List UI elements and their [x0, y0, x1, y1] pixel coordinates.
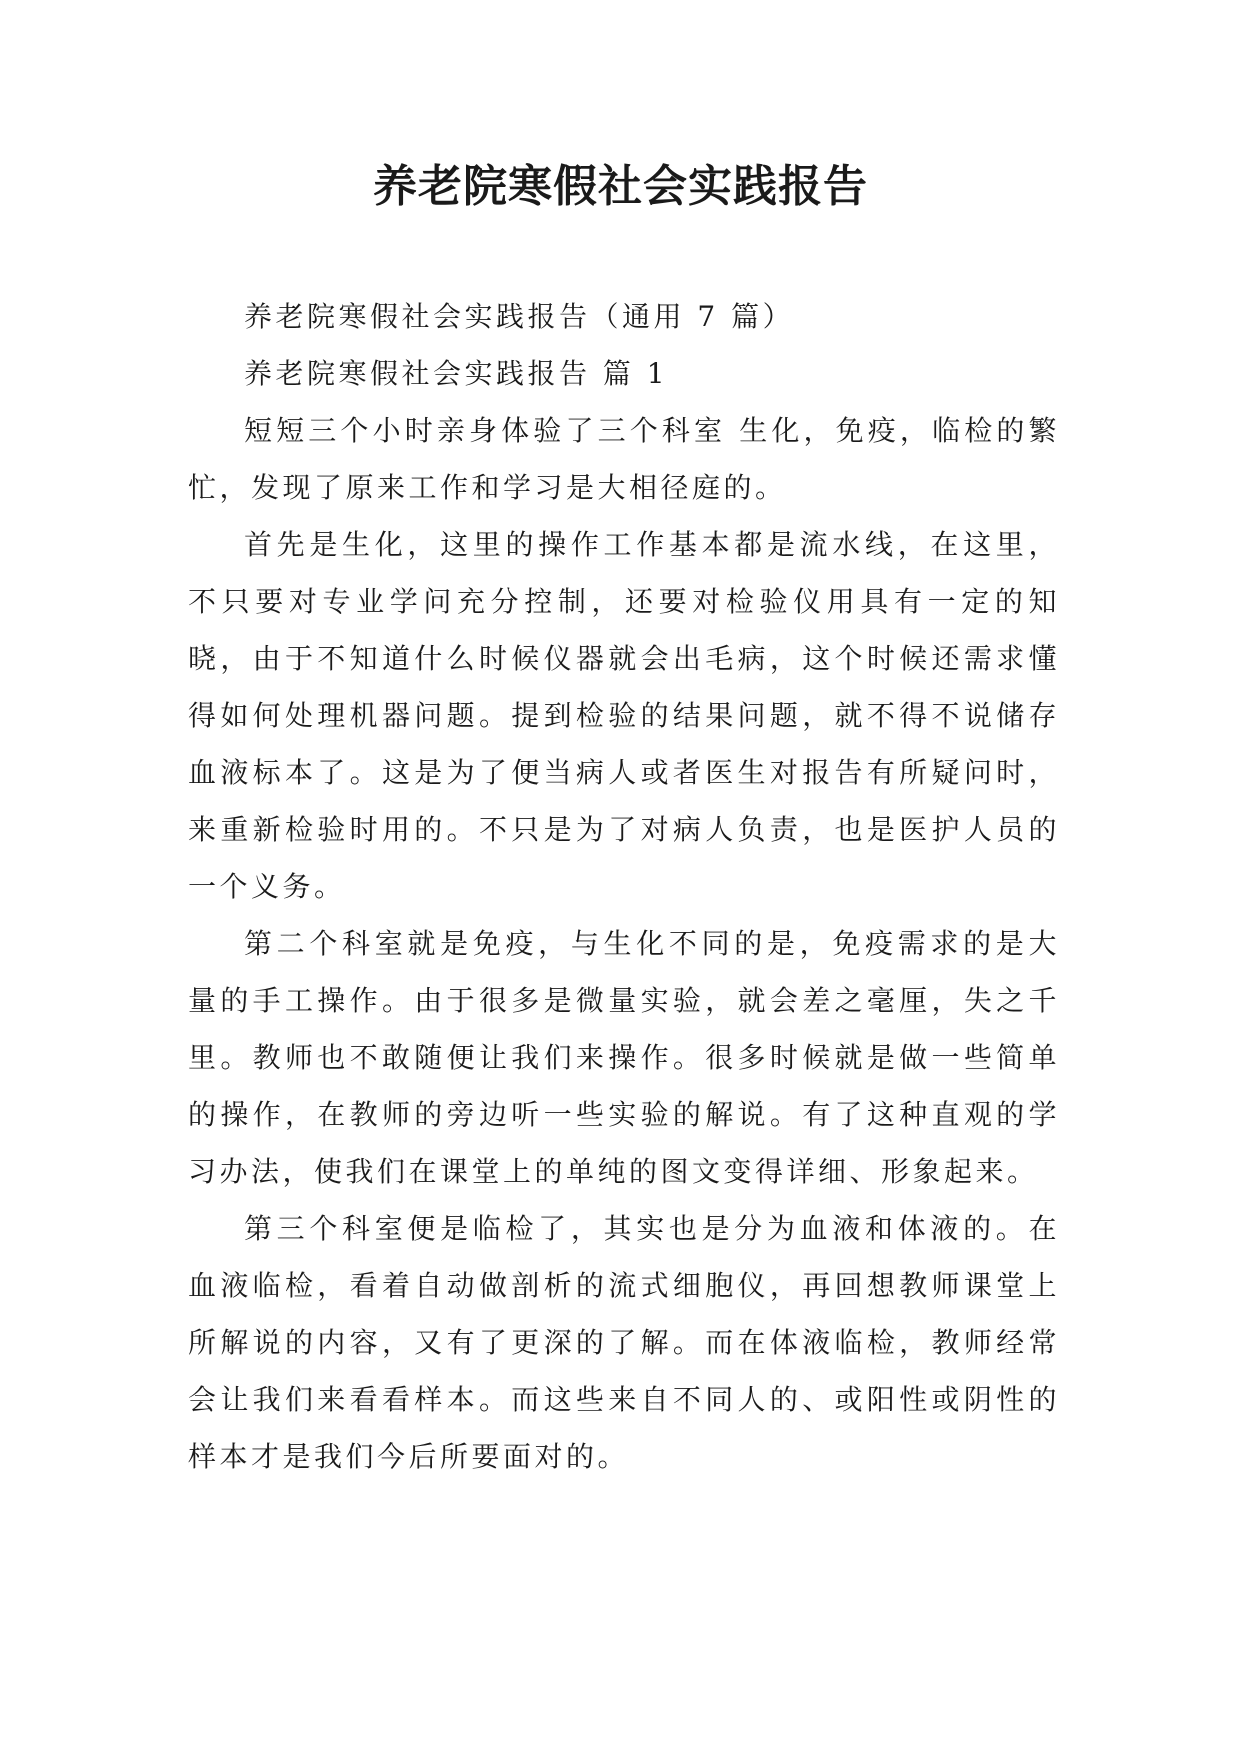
subtitle-paragraph: 养老院寒假社会实践报告（通用 7 篇）	[244, 300, 795, 333]
body-paragraph: 短短三个小时亲身体验了三个科室 生化，免疫，临检的繁忙，发现了原来工作和学习是大相径庭的。	[188, 414, 1060, 504]
body-paragraph: 首先是生化，这里的操作工作基本都是流水线，在这里，不只要对专业学问充分控制，还要对检验仪用具有一定的知晓，由于不知道什么时候仪器就会出毛病，这个时候还需求懂得如何处理机器问题。提到检验的结果问题，就不得不说储存血液标本了。这是为了便当病人或者医生对报告有所疑问时，来重新检验时用的。不只是为了对病人负责，也是医护人员的一个义务。	[188, 528, 1060, 903]
document-body	[188, 288, 1060, 1485]
document-title: 养老院寒假社会实践报告	[373, 161, 868, 212]
body-paragraph: 第二个科室就是免疫，与生化不同的是，免疫需求的是大量的手工操作。由于很多是微量实验，就会差之毫厘，失之千里。教师也不敢随便让我们来操作。很多时候就是做一些简单的操作，在教师的旁边听一些实验的解说。有了这种直观的学习办法，使我们在课堂上的单纯的图文变得详细、形象起来。	[188, 927, 1060, 1188]
body-paragraph: 第三个科室便是临检了，其实也是分为血液和体液的。在血液临检，看着自动做剖析的流式细胞仪，再回想教师课堂上所解说的内容，又有了更深的了解。而在体液临检，教师经常会让我们来看看样本。而这些来自不同人的、或阳性或阴性的样本才是我们今后所要面对的。	[188, 1212, 1060, 1473]
section-heading: 养老院寒假社会实践报告 篇 1	[244, 357, 669, 390]
